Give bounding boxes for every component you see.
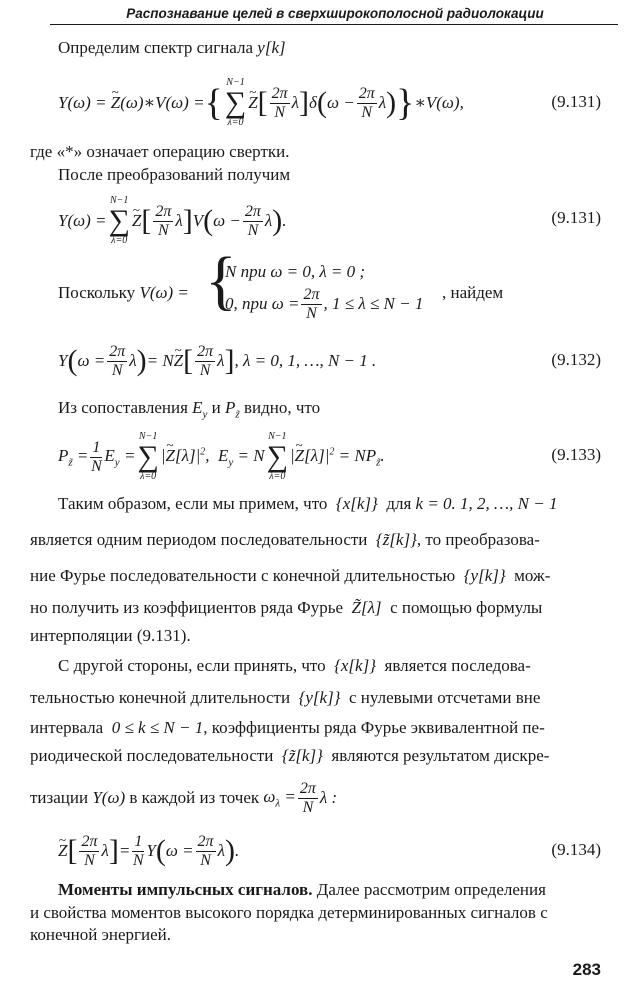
para-other-line4: риодической последовательности {z̃[k]} являются результатом дискре- bbox=[30, 746, 550, 765]
section-heading: Моменты импульсных сигналов. bbox=[58, 880, 313, 899]
eq-number-4: (9.133) bbox=[551, 445, 601, 464]
running-header: Распознавание целей в сверхширокополосной радиолокации bbox=[126, 6, 544, 21]
case-2a: 0, при ω = bbox=[225, 294, 300, 313]
eq3-tail: , λ = 0, 1, …, N − 1 . bbox=[234, 351, 377, 370]
power-symbol: P bbox=[225, 398, 236, 417]
para-other-line3: интервала 0 ≤ k ≤ N − 1, коэффициенты ряда Фурье эквивалентной пе- bbox=[30, 718, 545, 737]
sym-yw: Y(ω) bbox=[92, 788, 126, 807]
case-2: 0, при ω = $\frac{2\pi}{N}$ , 1 ≤ λ ≤ N − 1 bbox=[225, 285, 424, 322]
para-intro bbox=[58, 38, 286, 58]
equation-9-133: $P_{z̃}$ = $\frac{1}{N}$ $E_y$ = N−1 ∑ λ=0 |~ $Z[\lambda]|^2$, $E_y = N$ N−1 ∑ λ=0 |~ $Z[\lambda]|^2 = NP_{z̃}$. bbox=[58, 424, 385, 490]
eq-number-5: (9.134) bbox=[551, 840, 601, 859]
para-moments-line1: Моменты импульсных сигналов. Далее рассмотрим определения bbox=[58, 880, 546, 899]
para-moments-line3: конечной энергией. bbox=[30, 925, 172, 944]
case-2b: , 1 ≤ λ ≤ N − 1 bbox=[323, 294, 424, 313]
case-1: N при ω = 0, λ = 0 ; bbox=[225, 262, 366, 281]
intro-var: y[k] bbox=[257, 38, 286, 57]
sym-y: {y[k]} bbox=[463, 566, 506, 585]
equation-9-132: Y ( ω = $\frac{2\pi}{N}$ λ ) = N~ Z [ $\frac{2\pi}{N}$ λ ] , λ = 0, 1, …, N − 1 . bbox=[58, 336, 376, 386]
compare-text: Из сопоставления bbox=[58, 398, 188, 417]
para-since: Поскольку V(ω) = bbox=[58, 283, 189, 302]
para-other-line2: тельностью конечной длительности {y[k]} с нулевыми отсчетами вне bbox=[30, 688, 541, 707]
find-text: , найдем bbox=[442, 283, 504, 302]
compare-and: и bbox=[211, 398, 221, 417]
equation-9-131-a: Y(ω) = ~ Z(ω)∗V(ω) = { N−1 ∑ λ=0 ~ Z [ $\frac{2\pi}{N}$ λ ] δ ( ω − $\frac{2\pi}{N}$ λ ) } ∗V(ω), bbox=[58, 68, 464, 138]
para-thus-line2: является одним периодом последовательности {z̃[k]}, то преобразова- bbox=[30, 530, 540, 549]
eq-number-3: (9.132) bbox=[551, 350, 601, 369]
equation-9-134: ~ Z [ $\frac{2\pi}{N}$ λ ] = $\frac{1}{N}$ Y ( ω = $\frac{2\pi}{N}$ λ ) . bbox=[58, 826, 239, 876]
para-thus-line4: но получить из коэффициентов ряда Фурье Z̃[λ] с помощью формулы bbox=[30, 598, 543, 617]
para-compare: Из сопоставления $E_y$ и $P_{z̃}$ видно, что bbox=[58, 398, 321, 421]
page-number: 283 bbox=[572, 960, 601, 979]
header-rule bbox=[50, 24, 618, 25]
cases-brace: { bbox=[205, 244, 237, 317]
para-thus-line1: Таким образом, если мы примем, что {x[k]} для k = 0. 1, 2, …, N − 1 bbox=[58, 494, 558, 513]
since-text: Поскольку bbox=[58, 283, 136, 302]
para-other-line1: С другой стороны, если принять, что {x[k]} является последова- bbox=[58, 656, 531, 675]
energy-symbol: E bbox=[192, 398, 203, 417]
sym-z: {z̃[k]} bbox=[375, 530, 417, 549]
eq-number-1: (9.131) bbox=[551, 92, 601, 111]
para-thus-line5: интерполяции (9.131). bbox=[30, 626, 191, 645]
para-thus-line3: ние Фурье последовательности с конечной длительностью {y[k]} мож- bbox=[30, 566, 551, 585]
sym-zl: Z̃[λ] bbox=[351, 598, 382, 617]
para-other-line5: тизации Y(ω) в каждой из точек $\omega_\lambda$ = $\frac{2\pi}{N}$ λ : bbox=[30, 779, 338, 816]
intro-text: Определим спектр сигнала bbox=[58, 38, 254, 57]
eq-number-2: (9.131) bbox=[551, 208, 601, 227]
para-after: После преобразований получим bbox=[58, 165, 291, 184]
para-moments-line2: и свойства моментов высокого порядка детерминированных сигналов с bbox=[30, 903, 548, 922]
equation-9-131-b: Y(ω) = N−1 ∑ λ=0 ~ Z [ $\frac{2\pi}{N}$ λ ] V ( ω − $\frac{2\pi}{N}$ λ ) . bbox=[58, 188, 287, 254]
para-convolution: где «*» означает операцию свертки. bbox=[30, 142, 290, 161]
sym-x: {x[k]} bbox=[335, 494, 378, 513]
compare-post: видно, что bbox=[243, 398, 321, 417]
